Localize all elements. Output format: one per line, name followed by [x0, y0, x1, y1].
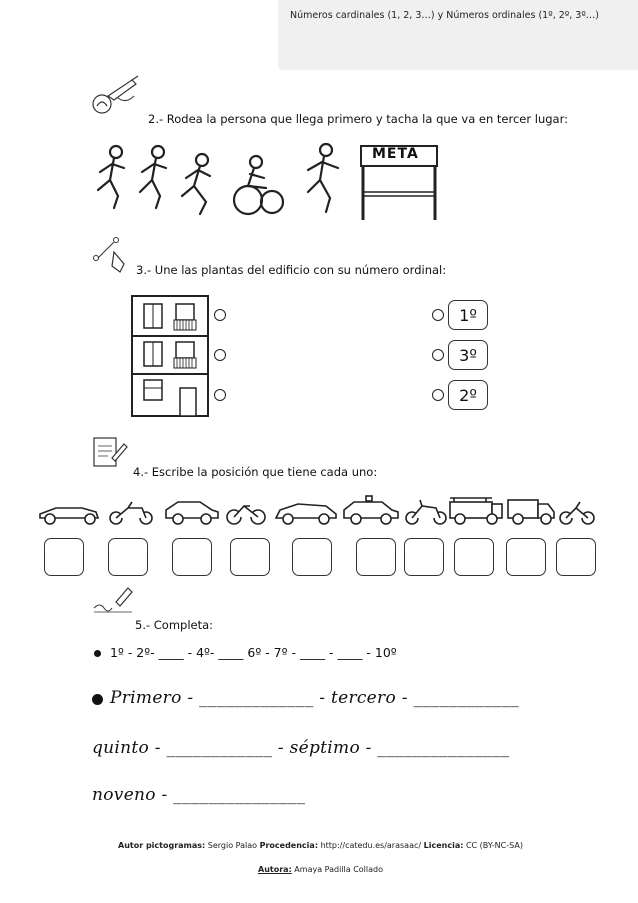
building-illustration [130, 294, 210, 422]
pencil-draw-icon [88, 72, 144, 118]
join-lines-icon [90, 234, 134, 274]
position-answer-box-10[interactable] [556, 538, 596, 576]
ordinal-dot-2[interactable] [432, 349, 444, 361]
license-value: CC (BY-NC-SA) [465, 841, 523, 850]
ordinal-box-3: 2º [448, 380, 488, 410]
footer-author [258, 865, 383, 874]
author-label: Autora: [258, 865, 292, 874]
ordinal-box-2: 3º [448, 340, 488, 370]
ordinal-dot-1[interactable] [432, 309, 444, 321]
ordinal-sequence-line: 1º - 2º- ____ - 4º- ____ 6º - 7º - ____ - ____ - 10º [110, 645, 397, 660]
position-answer-box-5[interactable] [292, 538, 332, 576]
bullet-dot-1 [94, 650, 101, 657]
license-label: Licencia: [423, 841, 464, 850]
author-value: Amaya Padilla Collado [294, 865, 384, 874]
ordinal-words-line-2: quinto - ____________ - séptimo - _______________ [92, 738, 510, 758]
exercise-3-instruction: 3.- Une las plantas del edificio con su número ordinal: [136, 263, 447, 277]
source-label: Procedencia: [259, 841, 319, 850]
position-answer-box-4[interactable] [230, 538, 270, 576]
position-answer-box-6[interactable] [356, 538, 396, 576]
position-answer-box-3[interactable] [172, 538, 212, 576]
pictos-label: Autor pictogramas: [118, 841, 206, 850]
position-answer-box-8[interactable] [454, 538, 494, 576]
write-on-paper-icon [90, 434, 130, 470]
position-answer-box-9[interactable] [506, 538, 546, 576]
vehicles-row [36, 490, 596, 534]
exercise-2-instruction: 2.- Rodea la persona que llega primero y tacha la que va en tercer lugar: [148, 112, 568, 126]
position-answer-box-1[interactable] [44, 538, 84, 576]
page-title: Números cardinales (1, 2, 3…) y Números ordinales (1º, 2º, 3º…) [290, 10, 600, 21]
position-answer-box-7[interactable] [404, 538, 444, 576]
exercise-4-instruction: 4.- Escribe la posición que tiene cada uno: [133, 465, 378, 479]
floor-1-dot[interactable] [214, 309, 226, 321]
position-answer-box-2[interactable] [108, 538, 148, 576]
ordinal-box-1: 1º [448, 300, 488, 330]
exercise-5-instruction: 5.- Completa: [135, 618, 214, 632]
source-value[interactable]: http://catedu.es/arasaac/ [320, 841, 422, 850]
complete-writing-icon [90, 584, 136, 616]
floor-2-dot[interactable] [214, 349, 226, 361]
footer-credits [118, 841, 523, 850]
floor-3-dot[interactable] [214, 389, 226, 401]
ordinal-words-line-1: Primero - _____________ - tercero - ____________ [110, 688, 520, 708]
ordinal-dot-3[interactable] [432, 389, 444, 401]
bullet-dot-2 [92, 694, 103, 705]
pictos-value: Sergio Palao [207, 841, 258, 850]
ordinal-words-line-3: noveno - _______________ [92, 785, 306, 805]
runners-illustration [88, 138, 358, 227]
goal-sign-label: META [372, 146, 419, 162]
